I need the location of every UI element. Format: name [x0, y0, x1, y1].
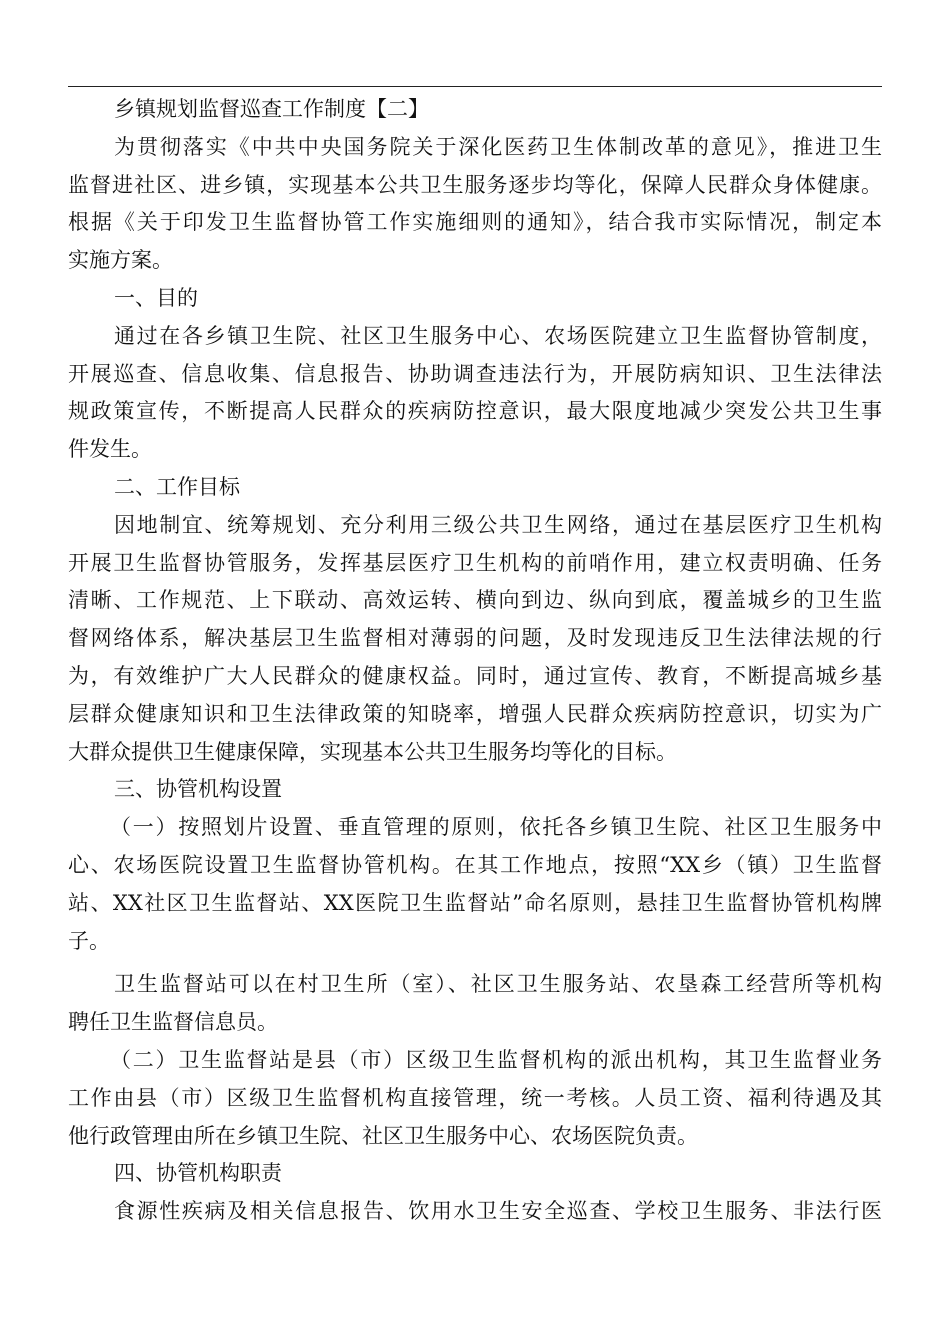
- paragraph-line: 为，有效维护广大人民群众的健康权益。同时，通过宣传、教育，不断提高城乡基: [68, 663, 882, 688]
- paragraph-line: 卫生监督站可以在村卫生所（室）、社区卫生服务站、农垦森工经营所等机构: [114, 972, 882, 997]
- paragraph-line: 子。: [68, 928, 110, 953]
- paragraph-line: 聘任卫生监督信息员。: [68, 1010, 278, 1035]
- paragraph-line: 实施方案。: [68, 248, 173, 273]
- intro-paragraph: [68, 129, 882, 280]
- duties-paragraph: [68, 1193, 882, 1231]
- setup-paragraph-3: [68, 1042, 882, 1155]
- section-heading-setup: 三、协管机构设置: [114, 777, 282, 802]
- paragraph-line: 因地制宜、统筹规划、充分利用三级公共卫生网络，通过在基层医疗卫生机构: [114, 512, 882, 537]
- paragraph-line: 心、农场医院设置卫生监督协管机构。在其工作地点，按照“XX乡（镇）卫生监督: [68, 852, 882, 877]
- section-heading-goals: 二、工作目标: [114, 474, 240, 499]
- paragraph-line: 层群众健康知识和卫生法律政策的知晓率，增强人民群众疾病防控意识，切实为广: [68, 701, 882, 726]
- setup-paragraph-2: [68, 966, 882, 1042]
- section-heading-purpose: 一、目的: [114, 285, 198, 310]
- paragraph-line: 大群众提供卫生健康保障，实现基本公共卫生服务均等化的目标。: [68, 739, 677, 764]
- paragraph-line: 为贯彻落实《中共中央国务院关于深化医药卫生体制改革的意见》，推进卫生: [114, 134, 882, 159]
- paragraph-line: 开展卫生监督协管服务，发挥基层医疗卫生机构的前哨作用，建立权责明确、任务: [68, 550, 882, 575]
- paragraph-line: 清晰、工作规范、上下联动、高效运转、横向到边、纵向到底，覆盖城乡的卫生监: [68, 588, 882, 613]
- paragraph-line: 工作由县（市）区级卫生监督机构直接管理，统一考核。人员工资、福利待遇及其: [68, 1085, 882, 1110]
- paragraph-line: 开展巡查、信息收集、信息报告、协助调查违法行为，开展防病知识、卫生法律法: [68, 361, 882, 386]
- header-rule: [68, 86, 882, 87]
- paragraph-line: 监督进社区、进乡镇，实现基本公共卫生服务逐步均等化，保障人民群众身体健康。: [68, 172, 882, 197]
- paragraph-line: 食源性疾病及相关信息报告、饮用水卫生安全巡查、学校卫生服务、非法行医: [114, 1199, 882, 1224]
- paragraph-line: 站、XX社区卫生监督站、XX医院卫生监督站”命名原则，悬挂卫生监督协管机构牌: [68, 890, 882, 915]
- paragraph-line: 根据《关于印发卫生监督协管工作实施细则的通知》，结合我市实际情况，制定本: [68, 210, 882, 235]
- paragraph-line: 他行政管理由所在乡镇卫生院、社区卫生服务中心、农场医院负责。: [68, 1123, 698, 1148]
- document-title: 乡镇规划监督巡查工作制度【二】: [114, 97, 429, 121]
- paragraph-line: 督网络体系，解决基层卫生监督相对薄弱的问题，及时发现违反卫生法律法规的行: [68, 626, 882, 651]
- paragraph-line: 件发生。: [68, 437, 152, 462]
- section-heading-duties: 四、协管机构职责: [114, 1161, 282, 1186]
- goals-paragraph: [68, 507, 882, 772]
- paragraph-line: （一）按照划片设置、垂直管理的原则，依托各乡镇卫生院、社区卫生服务中: [110, 815, 882, 840]
- paragraph-line: 通过在各乡镇卫生院、社区卫生服务中心、农场医院建立卫生监督协管制度，: [114, 323, 882, 348]
- paragraph-line: （二）卫生监督站是县（市）区级卫生监督机构的派出机构，其卫生监督业务: [110, 1047, 882, 1072]
- paragraph-line: 规政策宣传，不断提高人民群众的疾病防控意识，最大限度地减少突发公共卫生事: [68, 399, 882, 424]
- setup-paragraph-1: [68, 809, 882, 960]
- purpose-paragraph: [68, 318, 882, 469]
- document-body: [68, 91, 882, 1231]
